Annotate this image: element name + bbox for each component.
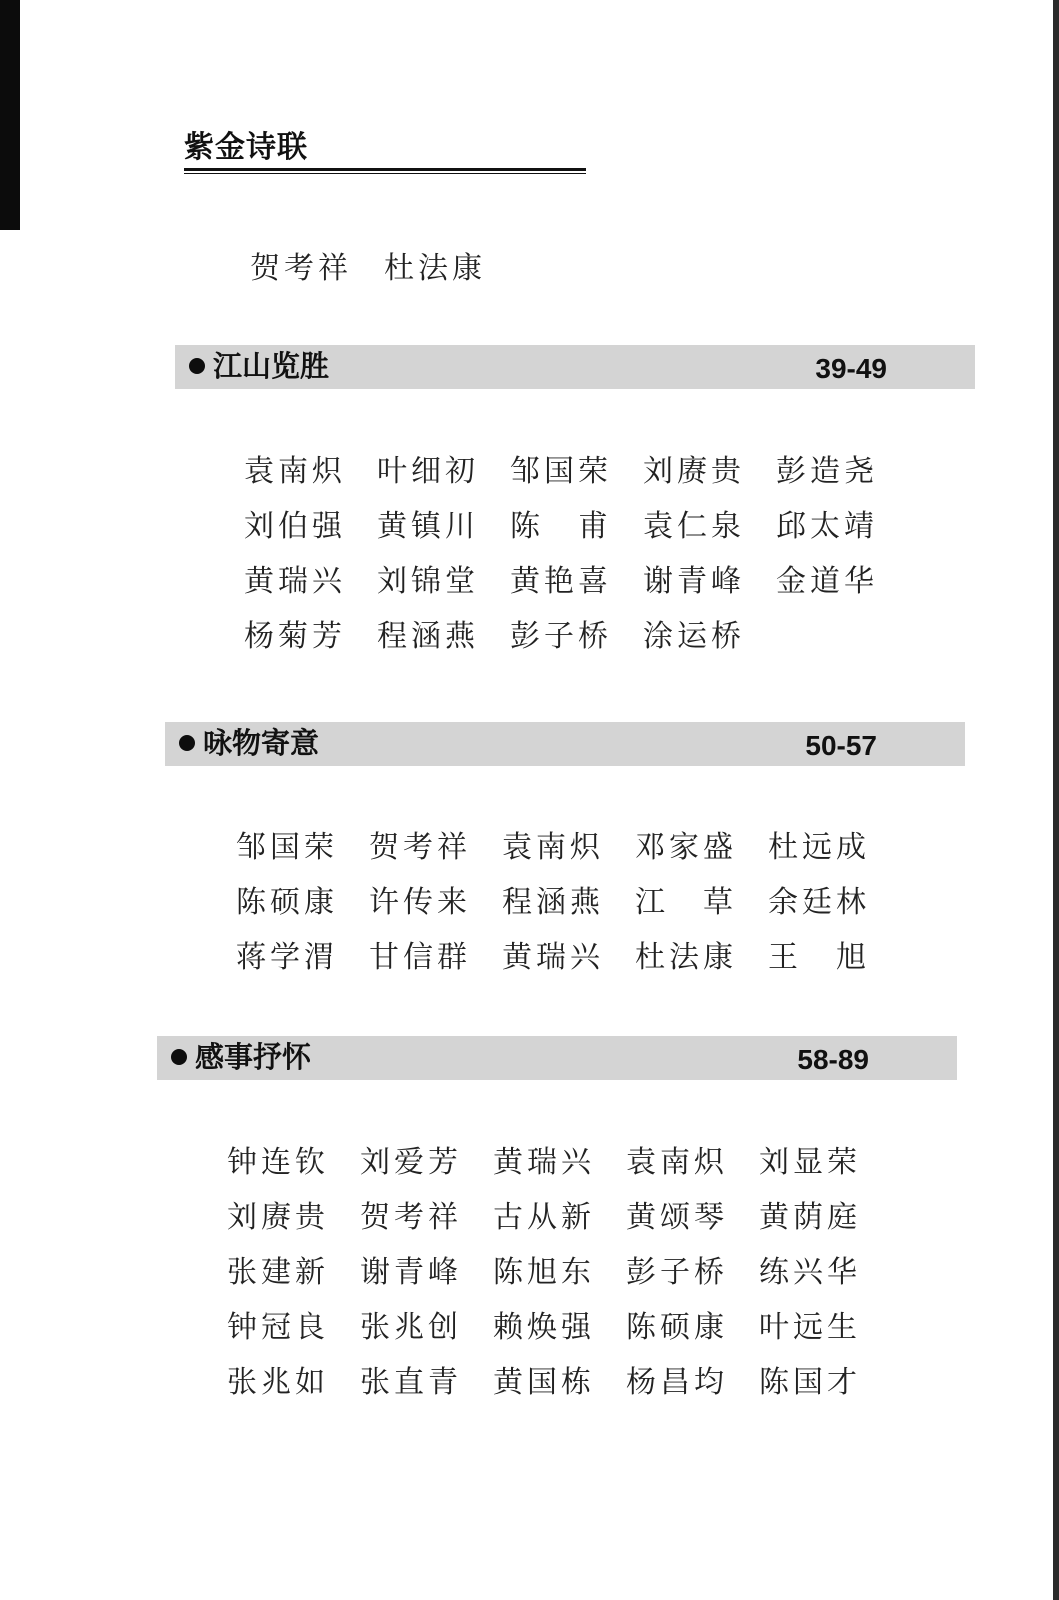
section-header	[165, 722, 965, 766]
section-page-range: 58-89	[797, 1044, 869, 1075]
title-underline	[184, 168, 586, 171]
author-name: 赖焕强	[493, 1310, 595, 1345]
section-title: 感事抒怀	[195, 1040, 312, 1074]
author-name: 许传来	[369, 885, 471, 920]
author-name: 陈硕康	[236, 885, 338, 920]
author-name: 陈 甫	[510, 509, 612, 544]
section-page-range: 39-49	[815, 353, 887, 384]
author-name: 古从新	[493, 1200, 595, 1235]
book-title: 紫金诗联	[184, 130, 308, 165]
section-title: 咏物寄意	[203, 726, 320, 760]
scan-edge-left	[0, 0, 20, 230]
author-name: 谢青峰	[360, 1255, 462, 1290]
author-name: 贺考祥	[360, 1200, 462, 1235]
author-name: 刘爱芳	[360, 1145, 462, 1180]
author-name: 陈国才	[759, 1365, 861, 1400]
author-name: 刘锦堂	[377, 564, 479, 599]
author-name: 袁仁泉	[643, 509, 745, 544]
author-name: 谢青峰	[643, 564, 745, 599]
author-name: 袁南炽	[626, 1145, 728, 1180]
author-name: 张兆创	[360, 1310, 462, 1345]
author-name: 余廷林	[768, 885, 870, 920]
editor-name: 贺考祥	[250, 251, 352, 286]
author-name: 彭子桥	[510, 619, 612, 654]
author-name: 练兴华	[759, 1255, 861, 1290]
bullet-icon	[189, 358, 205, 374]
author-list	[227, 1143, 892, 1418]
author-name: 黄镇川	[377, 509, 479, 544]
bullet-icon	[179, 735, 195, 751]
author-name: 张兆如	[227, 1365, 329, 1400]
author-name: 叶远生	[759, 1310, 861, 1345]
author-name: 杨昌均	[626, 1365, 728, 1400]
author-name: 钟连钦	[227, 1145, 329, 1180]
section-header	[175, 345, 975, 389]
author-name: 黄国栋	[493, 1365, 595, 1400]
author-name: 甘信群	[369, 940, 471, 975]
author-name: 王 旭	[768, 940, 870, 975]
section-title: 江山览胜	[213, 349, 330, 383]
author-name: 涂运桥	[643, 619, 745, 654]
author-name: 彭造尧	[776, 454, 878, 489]
author-name: 刘赓贵	[643, 454, 745, 489]
author-name: 黄瑞兴	[493, 1145, 595, 1180]
author-name: 程涵燕	[377, 619, 479, 654]
author-name: 江 草	[635, 885, 737, 920]
author-name: 黄荫庭	[759, 1200, 861, 1235]
section-header	[157, 1036, 957, 1080]
author-list	[244, 452, 909, 672]
author-name: 杜法康	[635, 940, 737, 975]
author-name: 邹国荣	[236, 830, 338, 865]
author-name: 袁南炽	[502, 830, 604, 865]
author-name: 杨菊芳	[244, 619, 346, 654]
editors-line	[250, 243, 518, 287]
author-name: 陈旭东	[493, 1255, 595, 1290]
author-name: 袁南炽	[244, 454, 346, 489]
author-name: 金道华	[776, 564, 878, 599]
author-name: 张建新	[227, 1255, 329, 1290]
author-name: 陈硕康	[626, 1310, 728, 1345]
author-name: 刘伯强	[244, 509, 346, 544]
author-name: 贺考祥	[369, 830, 471, 865]
title-underline-thin	[184, 173, 586, 174]
author-name: 邹国荣	[510, 454, 612, 489]
author-name: 叶细初	[377, 454, 479, 489]
author-list	[236, 828, 901, 993]
author-name: 刘赓贵	[227, 1200, 329, 1235]
author-name: 钟冠良	[227, 1310, 329, 1345]
author-name: 刘显荣	[759, 1145, 861, 1180]
author-name: 黄瑞兴	[502, 940, 604, 975]
author-name: 黄颂琴	[626, 1200, 728, 1235]
author-name: 黄瑞兴	[244, 564, 346, 599]
scan-edge-right	[1053, 0, 1059, 1600]
author-name: 程涵燕	[502, 885, 604, 920]
author-name: 邱太靖	[776, 509, 878, 544]
author-name: 张直青	[360, 1365, 462, 1400]
page-header	[184, 130, 586, 174]
author-name: 彭子桥	[626, 1255, 728, 1290]
author-name: 蒋学渭	[236, 940, 338, 975]
bullet-icon	[171, 1049, 187, 1065]
author-name: 杜远成	[768, 830, 870, 865]
author-name: 黄艳喜	[510, 564, 612, 599]
section-page-range: 50-57	[805, 730, 877, 761]
author-name: 邓家盛	[635, 830, 737, 865]
editor-name: 杜法康	[384, 251, 486, 286]
